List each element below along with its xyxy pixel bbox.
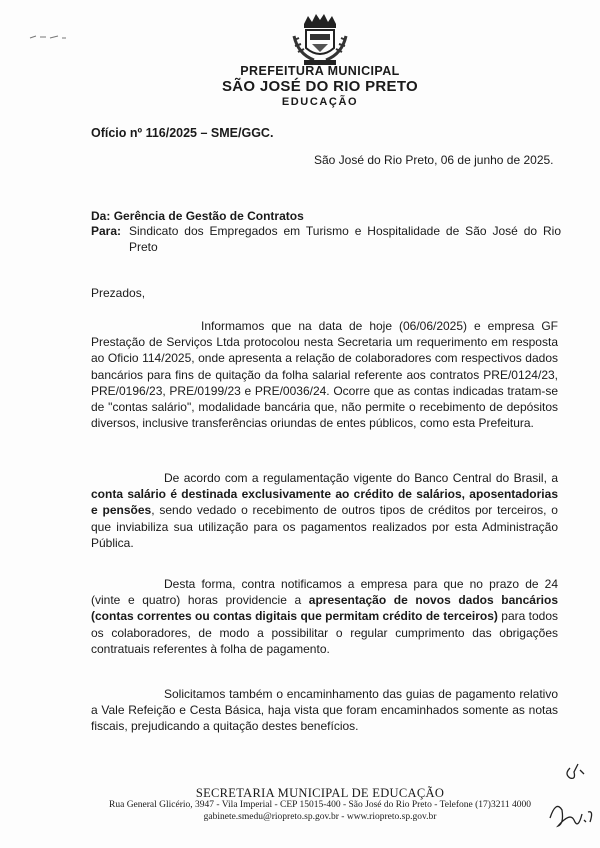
- to-line: [91, 223, 561, 255]
- document-reference: Ofício nº 116/2025 – SME/GGC.: [91, 126, 274, 140]
- paragraph-2: [91, 470, 558, 551]
- from-line: [91, 209, 304, 223]
- header-department: EDUCAÇÃO: [281, 96, 359, 108]
- header-city: SÃO JOSÉ DO RIO PRETO: [221, 78, 419, 95]
- handwritten-initials: [540, 760, 596, 840]
- paragraph-2-text-c: , sendo vedado o recebimento de outros tipos de créditos por terceiros, o que inviabiliza sua utilização para os pagamentos realizados por esta Administração Pública.: [91, 503, 558, 550]
- paragraph-3-text-a: Desta forma, contra notificamos a empresa para que no prazo de 24 (vinte e quatro) horas providencie a: [91, 577, 558, 608]
- scan-mark: [28, 30, 68, 42]
- document-date: São José do Rio Preto, 06 de junho de 2025.: [314, 153, 554, 167]
- footer-address: Rua General Glicério, 3947 - Vila Imperial - CEP 15015-400 - São José do Rio Preto - Telefone (17)3211 4000: [109, 800, 531, 810]
- greeting: Prezados,: [91, 286, 146, 300]
- paragraph-2-text-a: De acordo com a regulamentação vigente do Banco Central do Brasil, a: [164, 471, 558, 485]
- paragraph-3-text-c: para todos os colaboradores, de modo a possibilitar o regular cumprimento das obrigações contratuais referentes à folha de pagamento.: [91, 609, 558, 656]
- paragraph-4: [91, 686, 558, 735]
- footer-secretaria: SECRETARIA MUNICIPAL DE EDUCAÇÃO: [195, 786, 445, 800]
- paragraph-2-text-bold: conta salário é destinada exclusivamente ao crédito de salários, aposentadorias e pensões: [91, 487, 558, 518]
- from-value: Gerência de Gestão de Contratos: [113, 209, 304, 223]
- paragraph-1: [91, 318, 558, 431]
- to-value: Sindicato dos Empregados em Turismo e Hospitalidade de São José do Rio Preto: [129, 224, 561, 254]
- paragraph-4-text: Solicitamos também o encaminhamento das guias de pagamento relativo a Vale Refeição e Cesta Básica, haja vista que foram encaminhados somente as notas fiscais, prejudicando a quitação destes benefícios.: [91, 687, 558, 734]
- paragraph-1-text: Informamos que na data de hoje (06/06/2025) e empresa GF Prestação de Serviços Ltda protocolou nesta Secretaria um requerimento em resposta ao Oficio 114/2025, onde apresenta a relação de colaboradores com respectivos dados bancários para fins de quitação da folha salarial referente aos contratos PRE/0124/23, PRE/0196/23, PRE/0199/23 e PRE/0036/24. Ocorre que as contas indicadas tratam-se de "contas salário", modalidade bancária que, não permite o recebimento de depósitos diversos, inclusive transferências oriundas de entes públicos, como esta Prefeitura.: [91, 319, 558, 431]
- paragraph-3: [91, 576, 558, 657]
- from-label: Da:: [91, 209, 111, 223]
- municipal-crest-icon: [290, 10, 350, 68]
- header-prefeitura: PREFEITURA MUNICIPAL: [240, 64, 400, 78]
- footer-contact: gabinete.smedu@riopreto.sp.gov.br - www.riopreto.sp.gov.br: [203, 812, 437, 822]
- paragraph-3-text-bold: apresentação de novos dados bancários (contas correntes ou contas digitais que permitam crédito de terceiros): [91, 593, 558, 624]
- to-label: Para:: [91, 224, 122, 238]
